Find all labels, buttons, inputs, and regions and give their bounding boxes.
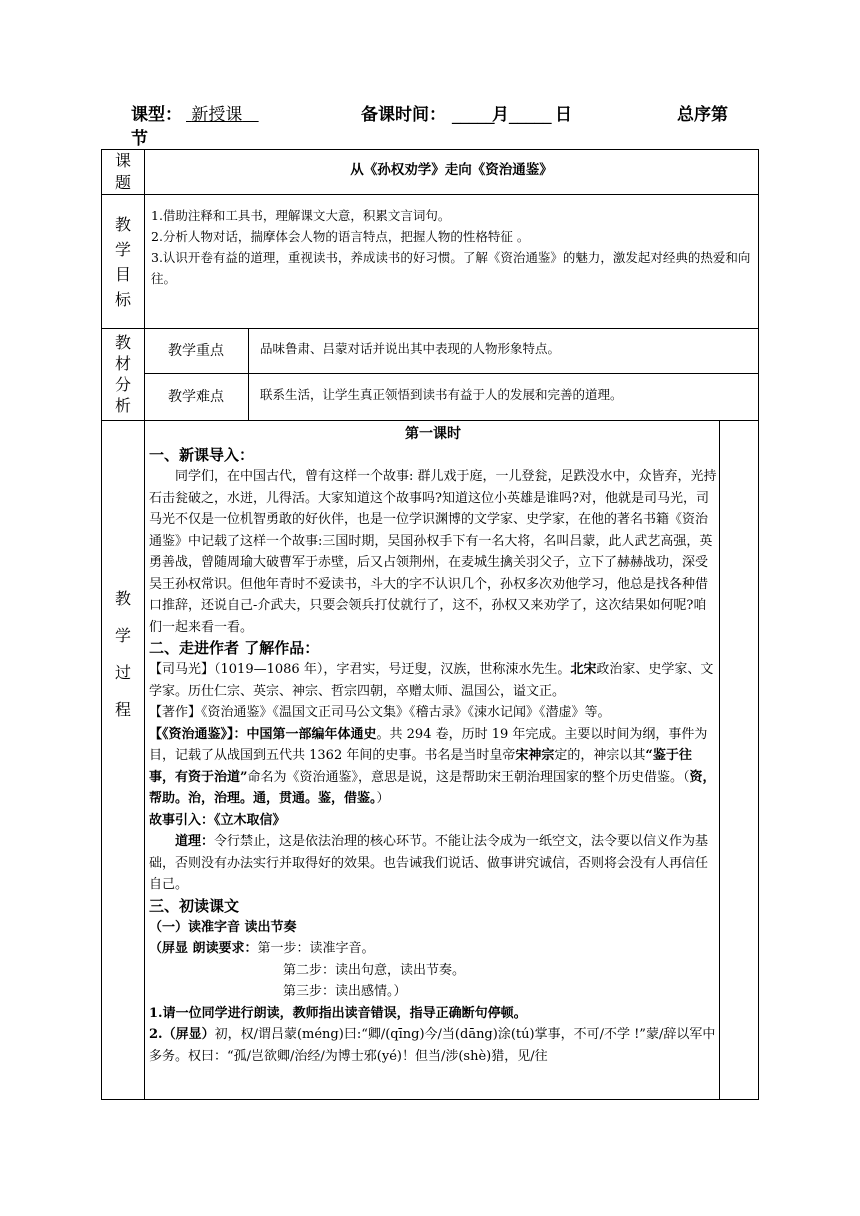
notes-column-divider (719, 420, 720, 1100)
goal-item: 3.认识开卷有益的道理，重视读书，养成读书的好习惯。了解《资治通鉴》的魅力，激发起对经典的热爱和向往。 (151, 250, 751, 286)
book-paragraph: 【《资治通鉴》】：中国第一部编年体通史。共 294 卷，历时 19 年完成。主要以时间为纲，事件为目，记载了从战国到五代共 1362 年间的史事。书名是当时皇帝宋神宗定的，神宗以其“鉴于往事，有资于治道”命名为《资治通鉴》，意思是说，这是帮助宋王朝治理国家的整个历史借鉴。（资，帮助。治，治理。通，贯通。鉴，借鉴。） (149, 726, 716, 806)
label-column-divider (144, 149, 145, 1100)
section-reading-title: 三、初读课文 (149, 896, 240, 915)
sequence-label: 总序第 (677, 105, 728, 125)
difficult-point-text: 联系生活，让学生真正领悟到读书有益于人的发展和完善的道理。 (260, 387, 623, 402)
difficult-point-label: 教学难点 (168, 389, 224, 405)
prep-time-label: 备课时间： (361, 105, 446, 125)
topic-title: 从《孙权劝学》走向《资治通鉴》 (350, 162, 553, 178)
day-label: 日 (555, 105, 572, 125)
intro-paragraph: 同学们，在中国古代，曾有这样一个故事: 群儿戏于庭，一儿登瓮，足跌没水中，众皆弃，光持石击瓮破之，水迸，儿得活。大家知道这个故事吗?知道这位小英雄是谁吗?对，他就是司马光，司马光不仅是一位机智勇敢的好伙伴，也是一位学识渊博的文学家、史学家，在他的著名书籍《资治通鉴》中记载了这样一个故事:三国时期，吴国孙权手下有一名大将，名叫吕蒙，此人武艺高强，英勇善战，曾随周瑜大破曹军于赤壁，后又占领荆州，在麦城生擒关羽父子，立下了赫赫战功，深受吴王孙权常识。但他年青时不爱读书，斗大的字不认识几个，孙权多次劝他学习，他总是找各种借口推辞，还说自己-介武夫，只要会领兵打仗就行了，这不，孙权又来劝学了，这次结果如何呢?咱们一起来看一看。 (149, 469, 717, 635)
lesson-type-value: 新授课 (191, 105, 243, 125)
goal-item: 2.分析人物对话，揣摩体会人物的语言特点，把握人物的性格特征 。 (151, 229, 530, 244)
author-paragraph: 【司马光】（1019—1086 年），字君实，号迂叟，汉族，世称涑水先生。北宋政治家、史学家、文学家。历仕仁宗、英宗、神宗、哲宗四朝，卒赠太师、温国公，谥文正。 (149, 662, 714, 699)
section-intro-title: 一、新课导入： (149, 446, 255, 464)
reading-subtitle: （一）读准字音 读出节奏 (149, 919, 297, 935)
row-divider (101, 328, 759, 329)
lesson-header (131, 103, 741, 149)
screen-requirements: （屏显 朗读要求：第一步：读准字音。 (149, 941, 375, 956)
instruction-item-1: 1.请一位同学进行朗读，教师指出读音错误，指导正确断句停顿。 (149, 1005, 527, 1021)
instruction-item-2: 2.（屏显）初，权/谓吕蒙(méng)曰:“卿/(qīng)今/当(dāng)涂(tú)掌事，不可/不学 !”蒙/辞以军中多务。权曰：“孤/岂欲卿/治经/为博士邪(yé)！但当/涉(shè)猎，见/往 (149, 1027, 716, 1064)
step-three: 第三步：读出感情。） (283, 984, 407, 999)
row-divider (101, 420, 759, 421)
analysis-column-divider (248, 328, 249, 420)
works-paragraph: 【著作】《资治通鉴》《温国文正司马公文集》《稽古录》《涑水记闻》《潜虚》等。 (149, 705, 611, 720)
process-content (149, 424, 717, 1067)
month-blank: _____ (452, 105, 495, 125)
goal-item: 1.借助注释和工具书，理解课文大意，积累文言词句。 (151, 208, 451, 223)
section-author-title: 二、走进作者 了解作品： (149, 639, 320, 657)
sequence-unit: 节 (131, 129, 148, 149)
lesson-type-label: 课型： (131, 105, 182, 125)
key-point-label: 教学重点 (168, 343, 224, 359)
analysis-label: 教 材 分 析 (114, 333, 131, 415)
month-label: 月 (492, 105, 509, 125)
process-label: 教 学 过 程 (114, 589, 131, 719)
key-point-text: 品味鲁肃、吕蒙对话并说出其中表现的人物形象特点。 (260, 341, 561, 356)
row-divider (101, 194, 759, 195)
story-intro: 故事引入：《立木取信》 (149, 812, 286, 828)
topic-label: 课 题 (114, 151, 131, 192)
reason-paragraph: 道理：令行禁止，这是依法治理的核心环节。不能让法令成为一纸空文，法令要以信义作为基础，否则没有办法实行并取得好的效果。也告诫我们说话、做事讲究诚信，否则将会没有人再信任自己。 (149, 834, 709, 892)
day-blank: _____ (509, 105, 552, 125)
goals-label: 教 学 目 标 (114, 215, 131, 309)
goals-list (151, 205, 751, 289)
step-two: 第二步：读出句意，读出节奏。 (283, 962, 466, 978)
row-divider (144, 373, 759, 374)
lesson-title: 第一课时 (405, 426, 461, 442)
